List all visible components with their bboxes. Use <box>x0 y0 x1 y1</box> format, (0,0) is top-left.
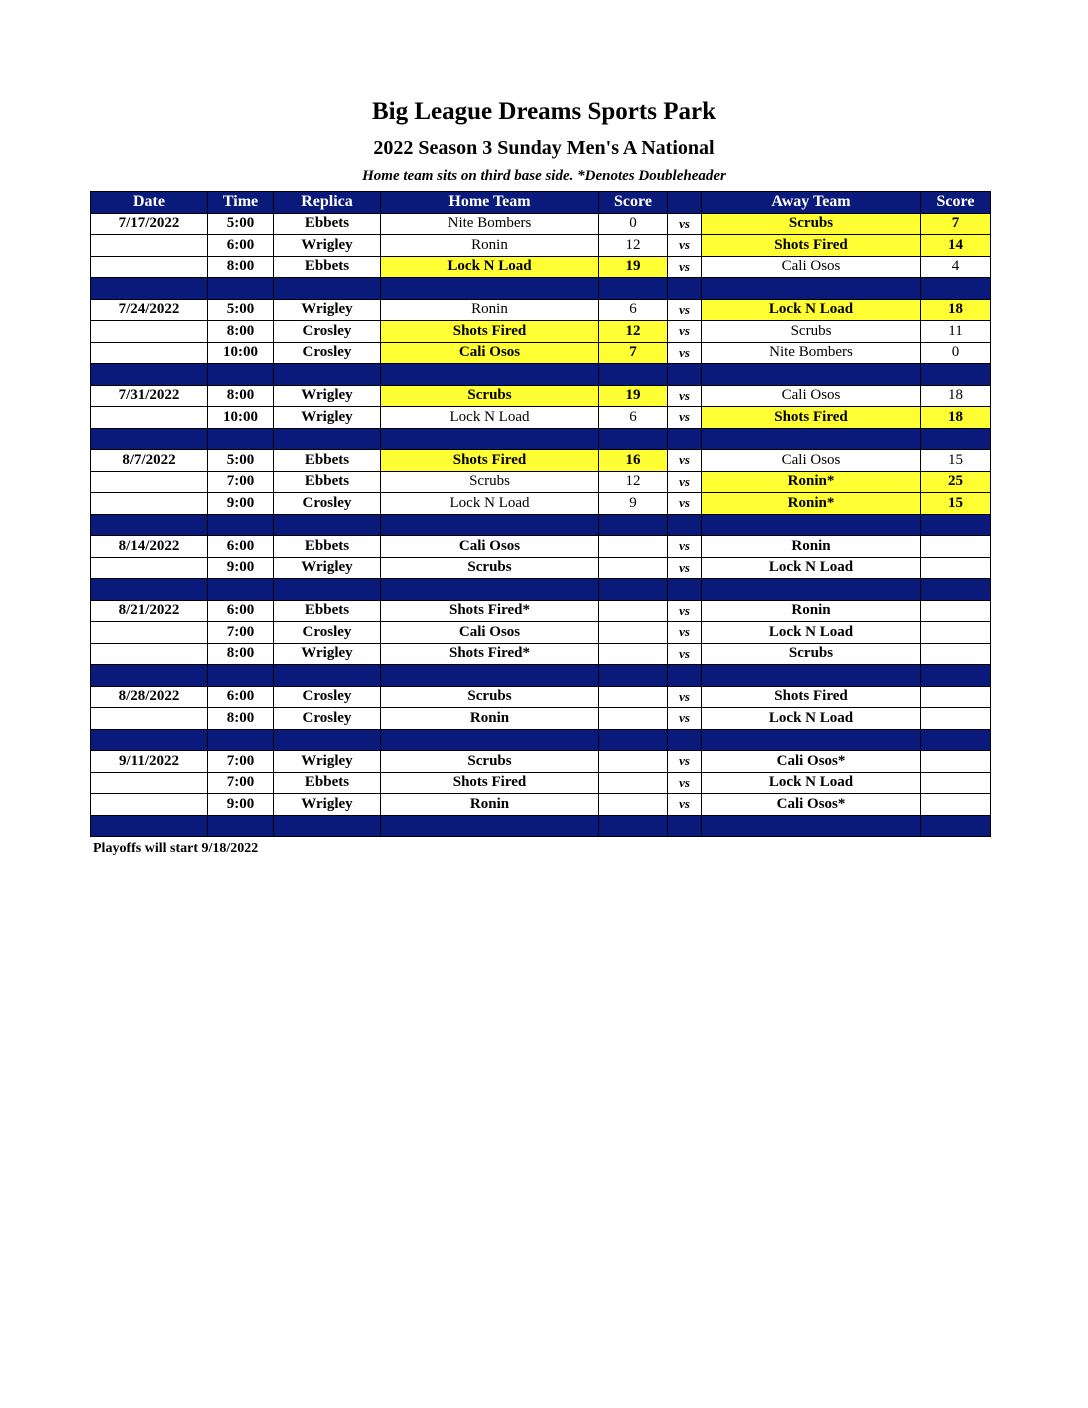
separator-cell <box>668 278 702 300</box>
game-date <box>91 643 208 665</box>
away-team: Cali Osos <box>702 256 921 278</box>
home-score <box>599 536 668 558</box>
separator-row <box>91 665 991 687</box>
game-date: 7/31/2022 <box>91 385 208 407</box>
game-time: 7:00 <box>208 471 274 493</box>
separator-cell <box>381 579 599 601</box>
home-team: Ronin <box>381 299 599 321</box>
game-time: 8:00 <box>208 256 274 278</box>
separator-cell <box>921 579 991 601</box>
game-date: 8/7/2022 <box>91 450 208 472</box>
vs-label: vs <box>668 213 702 235</box>
separator-cell <box>702 514 921 536</box>
away-team: Scrubs <box>702 321 921 343</box>
separator-cell <box>668 579 702 601</box>
separator-cell <box>208 278 274 300</box>
vs-label: vs <box>668 643 702 665</box>
game-row <box>91 536 991 558</box>
home-team: Scrubs <box>381 471 599 493</box>
vs-label: vs <box>668 471 702 493</box>
vs-label: vs <box>668 450 702 472</box>
game-replica: Crosley <box>274 321 381 343</box>
home-score <box>599 622 668 644</box>
game-date <box>91 794 208 816</box>
separator-row <box>91 815 991 837</box>
separator-cell <box>668 729 702 751</box>
away-score <box>921 557 991 579</box>
separator-cell <box>702 815 921 837</box>
separator-cell <box>274 428 381 450</box>
page-title: Big League Dreams Sports Park <box>372 98 716 125</box>
game-row <box>91 471 991 493</box>
col-header-away-team: Away Team <box>702 192 921 214</box>
away-score: 0 <box>921 342 991 364</box>
home-score: 0 <box>599 213 668 235</box>
away-score: 15 <box>921 450 991 472</box>
game-row <box>91 256 991 278</box>
separator-cell <box>274 665 381 687</box>
away-team: Ronin <box>702 536 921 558</box>
game-replica: Ebbets <box>274 600 381 622</box>
game-time: 7:00 <box>208 772 274 794</box>
vs-label: vs <box>668 772 702 794</box>
game-date <box>91 256 208 278</box>
page-subtitle: 2022 Season 3 Sunday Men's A National <box>373 137 715 159</box>
separator-cell <box>702 665 921 687</box>
vs-label: vs <box>668 708 702 730</box>
game-replica: Wrigley <box>274 557 381 579</box>
away-score <box>921 708 991 730</box>
away-team: Lock N Load <box>702 557 921 579</box>
home-score: 12 <box>599 321 668 343</box>
col-header-vs <box>668 192 702 214</box>
col-header-date: Date <box>91 192 208 214</box>
home-score: 7 <box>599 342 668 364</box>
game-replica: Ebbets <box>274 450 381 472</box>
away-score: 7 <box>921 213 991 235</box>
vs-label: vs <box>668 751 702 773</box>
separator-cell <box>599 428 668 450</box>
away-team: Lock N Load <box>702 622 921 644</box>
game-time: 9:00 <box>208 794 274 816</box>
home-score <box>599 643 668 665</box>
game-date <box>91 772 208 794</box>
home-score <box>599 772 668 794</box>
away-team: Shots Fired <box>702 686 921 708</box>
home-team: Shots Fired* <box>381 600 599 622</box>
away-score: 14 <box>921 235 991 257</box>
game-row <box>91 751 991 773</box>
separator-cell <box>599 579 668 601</box>
game-replica: Ebbets <box>274 772 381 794</box>
col-header-replica: Replica <box>274 192 381 214</box>
away-score <box>921 686 991 708</box>
away-score <box>921 751 991 773</box>
separator-cell <box>381 815 599 837</box>
separator-cell <box>274 514 381 536</box>
separator-cell <box>668 428 702 450</box>
game-row <box>91 772 991 794</box>
away-score: 4 <box>921 256 991 278</box>
game-replica: Wrigley <box>274 407 381 429</box>
game-row <box>91 213 991 235</box>
vs-label: vs <box>668 536 702 558</box>
separator-cell <box>91 815 208 837</box>
separator-cell <box>91 514 208 536</box>
separator-cell <box>921 364 991 386</box>
game-replica: Wrigley <box>274 235 381 257</box>
separator-cell <box>91 278 208 300</box>
game-replica: Crosley <box>274 686 381 708</box>
separator-cell <box>921 665 991 687</box>
game-time: 8:00 <box>208 321 274 343</box>
game-time: 10:00 <box>208 407 274 429</box>
game-date: 8/21/2022 <box>91 600 208 622</box>
home-team: Scrubs <box>381 557 599 579</box>
home-score <box>599 794 668 816</box>
col-header-time: Time <box>208 192 274 214</box>
separator-row <box>91 428 991 450</box>
game-replica: Crosley <box>274 622 381 644</box>
separator-cell <box>599 815 668 837</box>
game-time: 5:00 <box>208 213 274 235</box>
away-score <box>921 536 991 558</box>
game-time: 7:00 <box>208 622 274 644</box>
separator-cell <box>381 278 599 300</box>
game-replica: Crosley <box>274 493 381 515</box>
away-score <box>921 622 991 644</box>
game-replica: Ebbets <box>274 536 381 558</box>
home-team: Ronin <box>381 235 599 257</box>
separator-cell <box>208 815 274 837</box>
separator-cell <box>921 514 991 536</box>
separator-cell <box>702 729 921 751</box>
game-date <box>91 321 208 343</box>
header-row <box>91 192 991 214</box>
separator-cell <box>921 278 991 300</box>
game-date <box>91 622 208 644</box>
separator-cell <box>91 729 208 751</box>
schedule-note: Home team sits on third base side. *Denotes Doubleheader <box>362 168 726 184</box>
separator-cell <box>274 815 381 837</box>
game-time: 5:00 <box>208 450 274 472</box>
separator-cell <box>381 729 599 751</box>
home-team: Scrubs <box>381 751 599 773</box>
game-date: 7/17/2022 <box>91 213 208 235</box>
game-row <box>91 643 991 665</box>
away-score: 18 <box>921 385 991 407</box>
vs-label: vs <box>668 299 702 321</box>
game-replica: Wrigley <box>274 794 381 816</box>
game-replica: Ebbets <box>274 213 381 235</box>
game-date <box>91 708 208 730</box>
game-date <box>91 235 208 257</box>
separator-cell <box>702 278 921 300</box>
separator-cell <box>91 364 208 386</box>
away-team: Cali Osos <box>702 450 921 472</box>
away-team: Cali Osos* <box>702 751 921 773</box>
separator-cell <box>921 729 991 751</box>
vs-label: vs <box>668 342 702 364</box>
game-row <box>91 299 991 321</box>
game-row <box>91 450 991 472</box>
separator-cell <box>921 815 991 837</box>
game-replica: Wrigley <box>274 643 381 665</box>
home-team: Shots Fired* <box>381 643 599 665</box>
game-date: 9/11/2022 <box>91 751 208 773</box>
schedule-table <box>90 191 991 837</box>
game-replica: Wrigley <box>274 385 381 407</box>
home-team: Shots Fired <box>381 772 599 794</box>
home-score: 16 <box>599 450 668 472</box>
game-time: 7:00 <box>208 751 274 773</box>
away-score <box>921 772 991 794</box>
game-replica: Ebbets <box>274 256 381 278</box>
vs-label: vs <box>668 235 702 257</box>
separator-cell <box>208 729 274 751</box>
game-time: 8:00 <box>208 385 274 407</box>
away-team: Nite Bombers <box>702 342 921 364</box>
home-team: Ronin <box>381 794 599 816</box>
separator-row <box>91 364 991 386</box>
away-team: Lock N Load <box>702 299 921 321</box>
home-team: Shots Fired <box>381 450 599 472</box>
separator-cell <box>668 815 702 837</box>
game-row <box>91 794 991 816</box>
home-team: Lock N Load <box>381 493 599 515</box>
separator-row <box>91 514 991 536</box>
game-date <box>91 407 208 429</box>
separator-cell <box>91 665 208 687</box>
playoffs-note: Playoffs will start 9/18/2022 <box>93 841 259 856</box>
game-time: 9:00 <box>208 493 274 515</box>
away-team: Ronin* <box>702 493 921 515</box>
separator-cell <box>599 364 668 386</box>
separator-cell <box>702 428 921 450</box>
separator-cell <box>599 729 668 751</box>
separator-cell <box>381 364 599 386</box>
away-score <box>921 600 991 622</box>
game-date: 8/14/2022 <box>91 536 208 558</box>
vs-label: vs <box>668 385 702 407</box>
separator-cell <box>668 665 702 687</box>
separator-cell <box>921 428 991 450</box>
separator-cell <box>208 428 274 450</box>
away-team: Ronin <box>702 600 921 622</box>
game-date <box>91 557 208 579</box>
col-header-home-team: Home Team <box>381 192 599 214</box>
game-time: 8:00 <box>208 708 274 730</box>
away-score: 25 <box>921 471 991 493</box>
away-team: Cali Osos* <box>702 794 921 816</box>
home-team: Cali Osos <box>381 536 599 558</box>
col-header-home-score: Score <box>599 192 668 214</box>
game-row <box>91 622 991 644</box>
vs-label: vs <box>668 622 702 644</box>
home-team: Lock N Load <box>381 407 599 429</box>
separator-cell <box>274 579 381 601</box>
game-date: 8/28/2022 <box>91 686 208 708</box>
separator-cell <box>702 364 921 386</box>
vs-label: vs <box>668 557 702 579</box>
separator-cell <box>208 514 274 536</box>
separator-cell <box>668 364 702 386</box>
home-score <box>599 751 668 773</box>
game-row <box>91 493 991 515</box>
home-team: Cali Osos <box>381 622 599 644</box>
home-score <box>599 686 668 708</box>
game-time: 10:00 <box>208 342 274 364</box>
game-row <box>91 407 991 429</box>
game-row <box>91 385 991 407</box>
home-team: Shots Fired <box>381 321 599 343</box>
col-header-away-score: Score <box>921 192 991 214</box>
home-team: Lock N Load <box>381 256 599 278</box>
game-date <box>91 471 208 493</box>
game-row <box>91 708 991 730</box>
separator-cell <box>381 514 599 536</box>
away-score <box>921 794 991 816</box>
away-team: Scrubs <box>702 643 921 665</box>
separator-cell <box>208 364 274 386</box>
game-time: 5:00 <box>208 299 274 321</box>
home-team: Cali Osos <box>381 342 599 364</box>
game-time: 9:00 <box>208 557 274 579</box>
home-score <box>599 600 668 622</box>
home-team: Ronin <box>381 708 599 730</box>
away-team: Shots Fired <box>702 407 921 429</box>
home-score: 6 <box>599 299 668 321</box>
away-team: Cali Osos <box>702 385 921 407</box>
home-score: 12 <box>599 235 668 257</box>
game-time: 6:00 <box>208 686 274 708</box>
game-row <box>91 235 991 257</box>
separator-cell <box>274 729 381 751</box>
away-score: 18 <box>921 407 991 429</box>
away-score: 11 <box>921 321 991 343</box>
vs-label: vs <box>668 493 702 515</box>
home-score: 19 <box>599 256 668 278</box>
separator-cell <box>274 278 381 300</box>
game-time: 6:00 <box>208 536 274 558</box>
game-row <box>91 321 991 343</box>
game-row <box>91 342 991 364</box>
away-team: Shots Fired <box>702 235 921 257</box>
separator-cell <box>702 579 921 601</box>
home-team: Scrubs <box>381 686 599 708</box>
separator-cell <box>381 665 599 687</box>
game-row <box>91 686 991 708</box>
away-team: Scrubs <box>702 213 921 235</box>
game-replica: Ebbets <box>274 471 381 493</box>
separator-cell <box>599 514 668 536</box>
separator-cell <box>381 428 599 450</box>
home-score: 12 <box>599 471 668 493</box>
away-team: Ronin* <box>702 471 921 493</box>
vs-label: vs <box>668 407 702 429</box>
away-score: 18 <box>921 299 991 321</box>
game-row <box>91 600 991 622</box>
separator-row <box>91 579 991 601</box>
away-team: Lock N Load <box>702 708 921 730</box>
away-team: Lock N Load <box>702 772 921 794</box>
separator-cell <box>599 665 668 687</box>
game-row <box>91 557 991 579</box>
home-score <box>599 708 668 730</box>
game-date <box>91 342 208 364</box>
game-time: 6:00 <box>208 235 274 257</box>
home-team: Nite Bombers <box>381 213 599 235</box>
separator-cell <box>668 514 702 536</box>
separator-cell <box>91 428 208 450</box>
home-team: Scrubs <box>381 385 599 407</box>
game-replica: Wrigley <box>274 299 381 321</box>
away-score: 15 <box>921 493 991 515</box>
separator-row <box>91 729 991 751</box>
vs-label: vs <box>668 256 702 278</box>
vs-label: vs <box>668 600 702 622</box>
separator-cell <box>274 364 381 386</box>
schedule-body <box>91 213 991 837</box>
game-time: 8:00 <box>208 643 274 665</box>
home-score: 9 <box>599 493 668 515</box>
game-date <box>91 493 208 515</box>
home-score <box>599 557 668 579</box>
game-replica: Wrigley <box>274 751 381 773</box>
game-replica: Crosley <box>274 708 381 730</box>
game-date: 7/24/2022 <box>91 299 208 321</box>
separator-cell <box>91 579 208 601</box>
separator-cell <box>208 579 274 601</box>
separator-row <box>91 278 991 300</box>
away-score <box>921 643 991 665</box>
home-score: 6 <box>599 407 668 429</box>
game-time: 6:00 <box>208 600 274 622</box>
vs-label: vs <box>668 794 702 816</box>
vs-label: vs <box>668 686 702 708</box>
vs-label: vs <box>668 321 702 343</box>
separator-cell <box>599 278 668 300</box>
separator-cell <box>208 665 274 687</box>
game-replica: Crosley <box>274 342 381 364</box>
home-score: 19 <box>599 385 668 407</box>
